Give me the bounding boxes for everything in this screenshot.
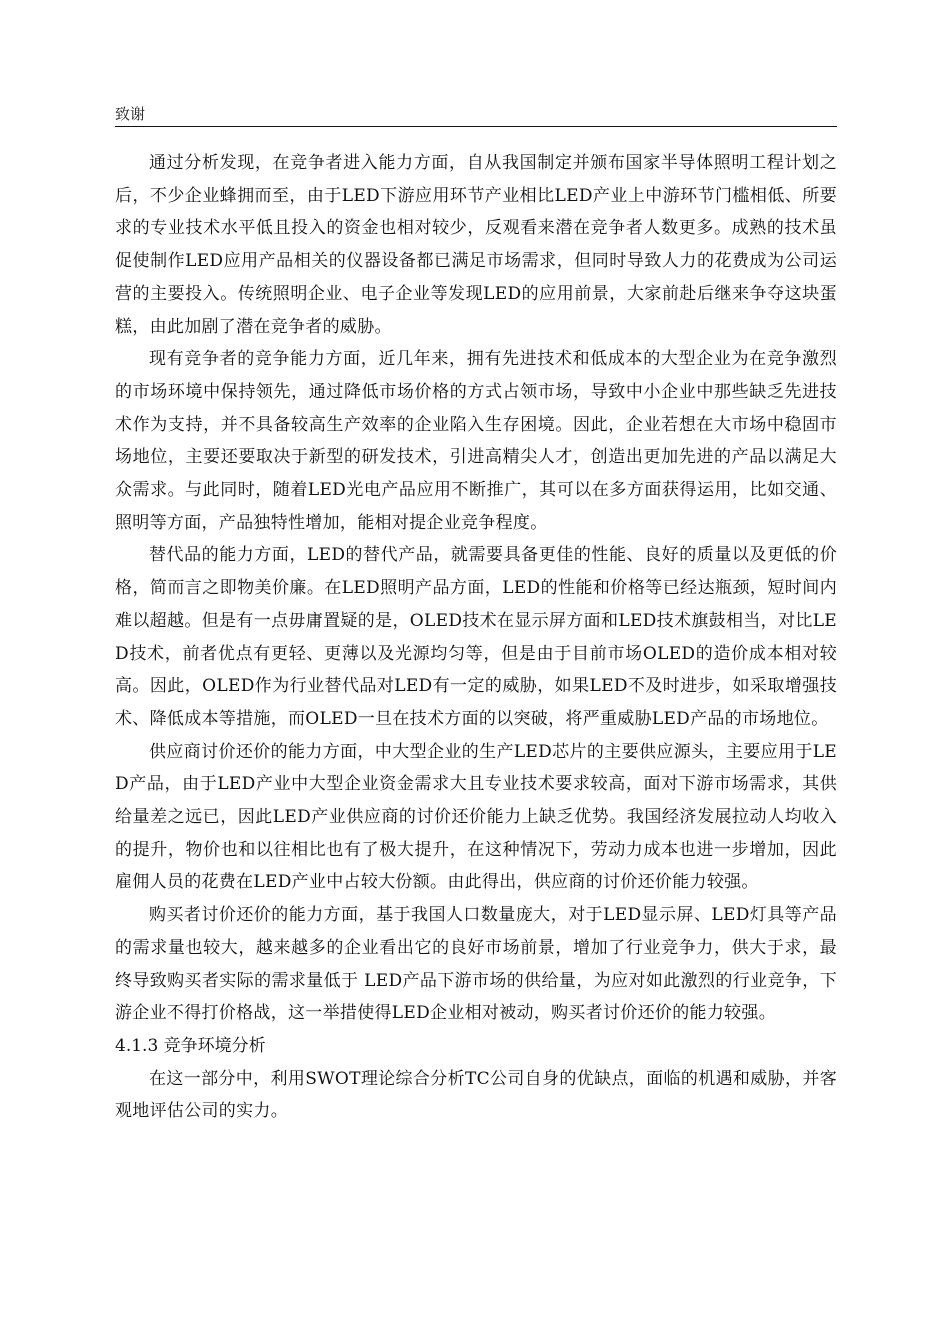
header-divider [115, 126, 837, 127]
body-text [115, 147, 837, 1128]
section-heading: 4.1.3 竞争环境分析 [115, 1035, 266, 1056]
paragraph-substitutes: 替代品的能力方面，LED的替代产品，就需要具备更佳的性能、良好的质量以及更低的价格，简而言之即物美价廉。在LED照明产品方面，LED的性能和价格等已经达瓶颈，短时间内难以超越。但是有一点毋庸置疑的是，OLED技术在显示屏方面和LED技术旗鼓相当，对比LED技术，前者优点有更轻、更薄以及光源均匀等，但是由于目前市场OLED的造价成本相对较高。因此，OLED作为行业替代品对LED有一定的威胁，如果LED不及时进步，如采取增强技术、降低成本等措施，而OLED一旦在技术方面的以突破，将严重威胁LED产品的市场地位。 [115, 545, 837, 729]
paragraph-swot-intro: 在这一部分中，利用SWOT理论综合分析TC公司自身的优缺点，面临的机遇和威胁，并客观地评估公司的实力。 [115, 1068, 837, 1122]
running-header: 致谢 [115, 105, 146, 123]
paragraph-entry-threat: 通过分析发现，在竞争者进入能力方面，自从我国制定并颁布国家半导体照明工程计划之后，不少企业蜂拥而至，由于LED下游应用环节产业相比LED产业上中游环节门槛相低、所要求的专业技术水平低且投入的资金也相对较少，反观看来潜在竞争者人数更多。成熟的技术虽促使制作LED应用产品相关的仪器设备都已满足市场需求，但同时导致人力的花费成为公司运营的主要投入。传统照明企业、电子企业等发现LED的应用前景，大家前赴后继来争夺这块蛋糕，由此加剧了潜在竞争者的威胁。 [115, 153, 837, 337]
paragraph-supplier-power: 供应商讨价还价的能力方面，中大型企业的生产LED芯片的主要供应源头，主要应用于LED产品，由于LED产业中大型企业资金需求大且专业技术要求较高，面对下游市场需求，其供给量差之远已，因此LED产业供应商的讨价还价能力上缺乏优势。我国经济发展拉动人均收入的提升，物价也和以往相比也有了极大提升，在这种情况下，劳动力成本也进一步增加，因此雇佣人员的花费在LED产业中占较大份额。由此得出，供应商的讨价还价能力较强。 [115, 741, 837, 893]
paragraph-buyer-power: 购买者讨价还价的能力方面，基于我国人口数量庞大，对于LED显示屏、LED灯具等产品的需求量也较大，越来越多的企业看出它的良好市场前景，增加了行业竞争力，供大于求，最终导致购买者实际的需求量低于 LED产品下游市场的供给量，为应对如此激烈的行业竞争，下游企业不得打价格战，这一举措使得LED企业相对被动，购买者讨价还价的能力较强。 [115, 905, 837, 1024]
paragraph-existing-competitors: 现有竞争者的竞争能力方面，近几年来，拥有先进技术和低成本的大型企业为在竞争激烈的市场环境中保持领先，通过降低市场价格的方式占领市场，导致中小企业中那些缺乏先进技术作为支持，并不具备较高生产效率的企业陷入生存困境。因此，企业若想在大市场中稳固市场地位，主要还要取决于新型的研发技术，引进高精尖人才，创造出更加先进的产品以满足大众需求。与此同时，随着LED光电产品应用不断推广，其可以在多方面获得运用，比如交通、照明等方面，产品独特性增加，能相对提企业竞争程度。 [115, 349, 837, 533]
